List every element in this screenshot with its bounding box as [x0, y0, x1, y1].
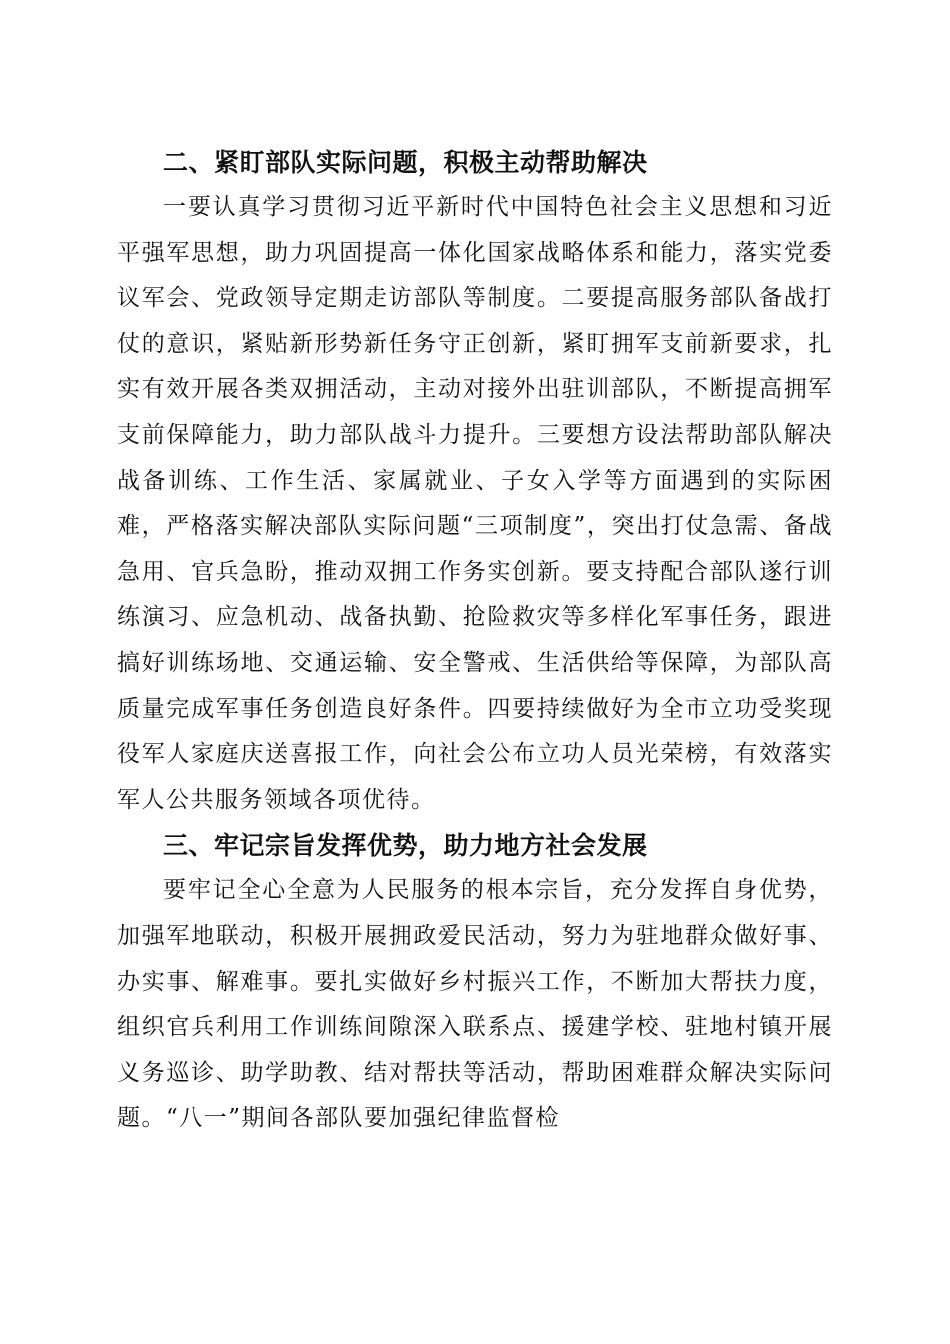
section-2-heading: 二、紧盯部队实际问题，积极主动帮助解决 [163, 148, 648, 177]
document-content [117, 140, 833, 1142]
section-3-heading: 三、牢记宗旨发挥优势，助力地方社会发展 [163, 831, 648, 861]
section-2-body: 一要认真学习贯彻习近平新时代中国特色社会主义思想和习近平强军思想，助力巩固提高一体化国家战略体系和能力，落实党委议军会、党政领导定期走访部队等制度。二要提高服务部队备战打仗的意识，紧贴新形势新任务守正创新，紧盯拥军支前新要求，扎实有效开展各类双拥活动，主动对接外出驻训部队，不断提高拥军支前保障能力，助力部队战斗力提升。三要想方设法帮助部队解决战备训练、工作生活、家属就业、子女入学等方面遇到的实际困难，严格落实解决部队实际问题“三项制度”，突出打仗急需、备战急用、官兵急盼，推动双拥工作务实创新。要支持配合部队遂行训练演习、应急机动、战备执勤、抢险救灾等多样化军事任务，跟进搞好训练场地、交通运输、安全警戒、生活供给等保障，为部队高质量完成军事任务创造良好条件。四要持续做好为全市立功受奖现役军人家庭庆送喜报工作，向社会公布立功人员光荣榜，有效落实军人公共服务领域各项优待。 [117, 194, 833, 813]
section-3-body: 要牢记全心全意为人民服务的根本宗旨，充分发挥自身优势，加强军地联动，积极开展拥政爱民活动，努力为驻地群众做好事、办实事、解难事。要扎实做好乡村振兴工作，不断加大帮扶力度，组织官兵利用工作训练间隙深入联系点、援建学校、驻地村镇开展义务巡诊、助学助教、结对帮扶等活动，帮助困难群众解决实际问题。“八一”期间各部队要加强纪律监督检 [117, 877, 833, 1132]
